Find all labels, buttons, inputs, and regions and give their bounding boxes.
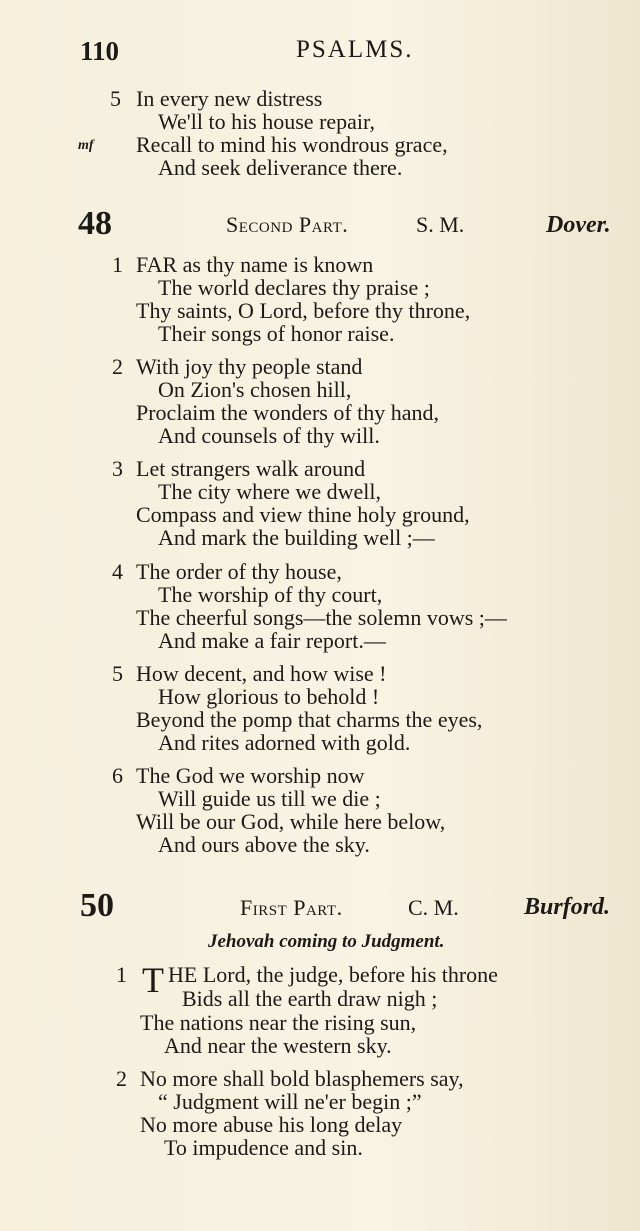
verse-line: And rites adorned with gold. [158, 730, 411, 755]
page-number: 110 [80, 36, 120, 66]
psalm-number: 50 [80, 887, 114, 924]
stanza-number: 1 [112, 252, 123, 277]
meter-label: S. M. [416, 212, 465, 237]
verse-line: In every new distress [136, 86, 323, 111]
verse-line: The world declares thy praise ; [158, 275, 430, 300]
verse-line: And ours above the sky. [158, 832, 370, 857]
verse-line: Recall to mind his wondrous grace, [136, 132, 448, 157]
verse-line: FAR as thy name is known [136, 252, 374, 277]
verse-line: No more shall bold blasphemers say, [140, 1066, 464, 1091]
stanza-number: 4 [112, 559, 123, 584]
part-label: First Part. [240, 895, 343, 920]
verse-line: The God we worship now [136, 763, 365, 788]
verse-line: Beyond the pomp that charms the eyes, [136, 707, 483, 732]
verse-line: Will guide us till we die ; [158, 786, 381, 811]
dynamic-marking: mf [78, 138, 94, 153]
stanza-number: 2 [116, 1066, 127, 1091]
part-label: Second Part. [226, 212, 349, 237]
running-title: PSALMS. [296, 36, 414, 63]
verse-line: The city where we dwell, [158, 479, 381, 504]
verse-line: On Zion's chosen hill, [158, 377, 352, 402]
stanza-number: 5 [110, 86, 121, 111]
psalm-number: 48 [78, 205, 112, 242]
stanza-number: 1 [116, 962, 127, 987]
verse-line: HE Lord, the judge, before his throne [168, 962, 498, 987]
meter-label: C. M. [408, 895, 459, 920]
verse-line: Their songs of honor raise. [158, 321, 395, 346]
verse-line: Proclaim the wonders of thy hand, [136, 400, 440, 425]
verse-line: Compass and view thine holy ground, [136, 502, 470, 527]
verse-line: To impudence and sin. [164, 1135, 363, 1160]
psalm-subtitle: Jehovah coming to Judgment. [208, 931, 445, 952]
tune-name: Dover. [546, 212, 611, 238]
verse-line: The worship of thy court, [158, 582, 383, 607]
stanza-number: 6 [112, 763, 123, 788]
verse-line: How glorious to behold ! [158, 684, 380, 709]
verse-line: The nations near the rising sun, [140, 1010, 417, 1035]
verse-line: Thy saints, O Lord, before thy throne, [136, 298, 471, 323]
tune-name: Burford. [524, 894, 611, 920]
verse-line: Let strangers walk around [136, 456, 366, 481]
drop-cap: T [142, 960, 164, 1000]
verse-line: Bids all the earth draw nigh ; [182, 986, 438, 1011]
verse-line: And seek deliverance there. [158, 155, 403, 180]
verse-line: The order of thy house, [136, 559, 342, 584]
verse-line: And counsels of thy will. [158, 423, 380, 448]
verse-line: How decent, and how wise ! [136, 661, 387, 686]
verse-line: The cheerful songs—the solemn vows ;— [136, 605, 507, 630]
verse-line: And near the western sky. [164, 1033, 392, 1058]
stanza-number: 3 [112, 456, 123, 481]
verse-line: “ Judgment will ne'er begin ;” [158, 1089, 422, 1114]
verse-line: And mark the building well ;— [158, 525, 435, 550]
stanza-number: 5 [112, 661, 123, 686]
verse-line: No more abuse his long delay [140, 1112, 403, 1137]
stanza-number: 2 [112, 354, 123, 379]
verse-line: And make a fair report.— [158, 628, 386, 653]
verse-line: We'll to his house repair, [158, 109, 375, 134]
verse-line: Will be our God, while here below, [136, 809, 446, 834]
verse-line: With joy thy people stand [136, 354, 363, 379]
